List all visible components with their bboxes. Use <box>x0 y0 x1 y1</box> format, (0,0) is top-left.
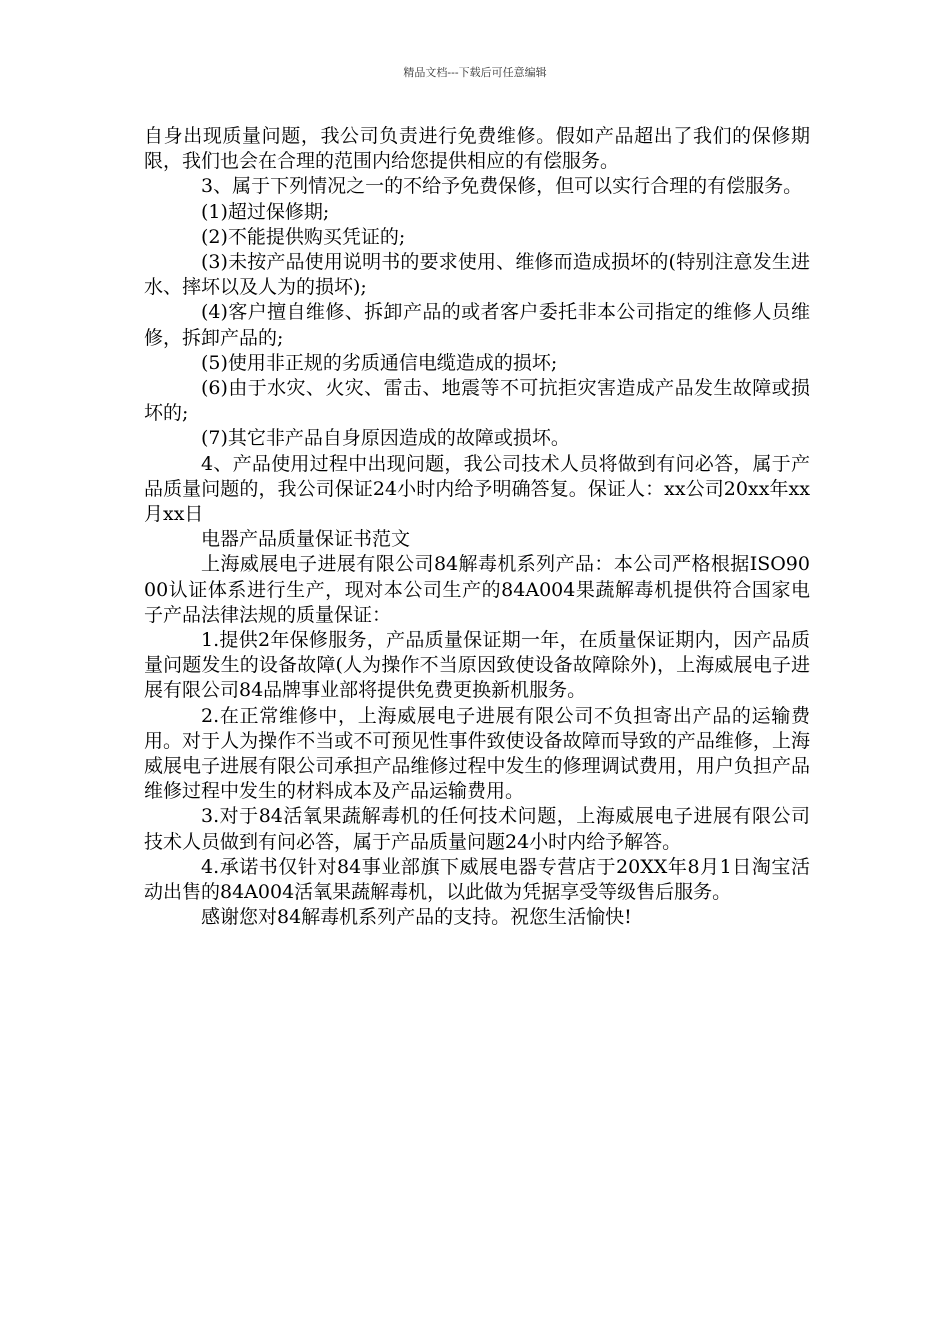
paragraph: (6)由于水灾、火灾、雷击、地震等不可抗拒灾害造成产品发生故障或损坏的; <box>144 377 810 425</box>
paragraph: 4.承诺书仅针对84事业部旗下威展电器专营店于20XX年8月1日淘宝活动出售的84A004活氧果蔬解毒机，以此做为凭据享受等级售后服务。 <box>144 855 810 904</box>
document-body <box>144 124 810 931</box>
paragraph: 2.在正常维修中，上海威展电子进展有限公司不负担寄出产品的运输费用。对于人为操作不当或不可预见性事件致使设备故障而导致的产品维修，上海威展电子进展有限公司承担产品维修过程中发生的修理调试费用，用户负担产品维修过程中发生的材料成本及产品运输费用。 <box>144 704 810 803</box>
paragraph: (1)超过保修期; <box>201 200 330 223</box>
page-header: 精品文档---下载后可任意编辑 <box>403 66 547 79</box>
paragraph: 4、产品使用过程中出现问题，我公司技术人员将做到有问必答，属于产品质量问题的，我公司保证24小时内给予明确答复。保证人：xx公司20xx年xx月xx日 <box>144 452 810 526</box>
section-title: 电器产品质量保证书范文 <box>201 528 411 551</box>
paragraph: (7)其它非产品自身原因造成的故障或损坏。 <box>201 427 570 450</box>
paragraph: 自身出现质量问题，我公司负责进行免费维修。假如产品超出了我们的保修期限，我们也会在合理的范围内给您提供相应的有偿服务。 <box>144 125 810 173</box>
paragraph: (5)使用非正规的劣质通信电缆造成的损坏; <box>201 351 558 374</box>
paragraph: 3、属于下列情况之一的不给予免费保修，但可以实行合理的有偿服务。 <box>201 175 803 198</box>
paragraph: 感谢您对84解毒机系列产品的支持。祝您生活愉快! <box>201 906 632 929</box>
paragraph: 1.提供2年保修服务，产品质量保证期一年，在质量保证期内，因产品质量问题发生的设备故障(人为操作不当原因致使设备故障除外)，上海威展电子进展有限公司84品牌事业部将提供免费更换新机服务。 <box>144 629 810 702</box>
paragraph: 上海威展电子进展有限公司84解毒机系列产品：本公司严格根据ISO9000认证体系进行生产，现对本公司生产的84A004果蔬解毒机提供符合国家电子产品法律法规的质量保证： <box>144 553 810 626</box>
paragraph: (2)不能提供购买凭证的; <box>201 225 406 248</box>
paragraph: (3)未按产品使用说明书的要求使用、维修而造成损坏的(特别注意发生进水、摔坏以及人为的损坏); <box>144 251 810 299</box>
paragraph: 3.对于84活氧果蔬解毒机的任何技术问题，上海威展电子进展有限公司技术人员做到有问必答，属于产品质量问题24小时内给予解答。 <box>144 805 810 853</box>
paragraph: (4)客户擅自维修、拆卸产品的或者客户委托非本公司指定的维修人员维修，拆卸产品的; <box>144 301 810 349</box>
